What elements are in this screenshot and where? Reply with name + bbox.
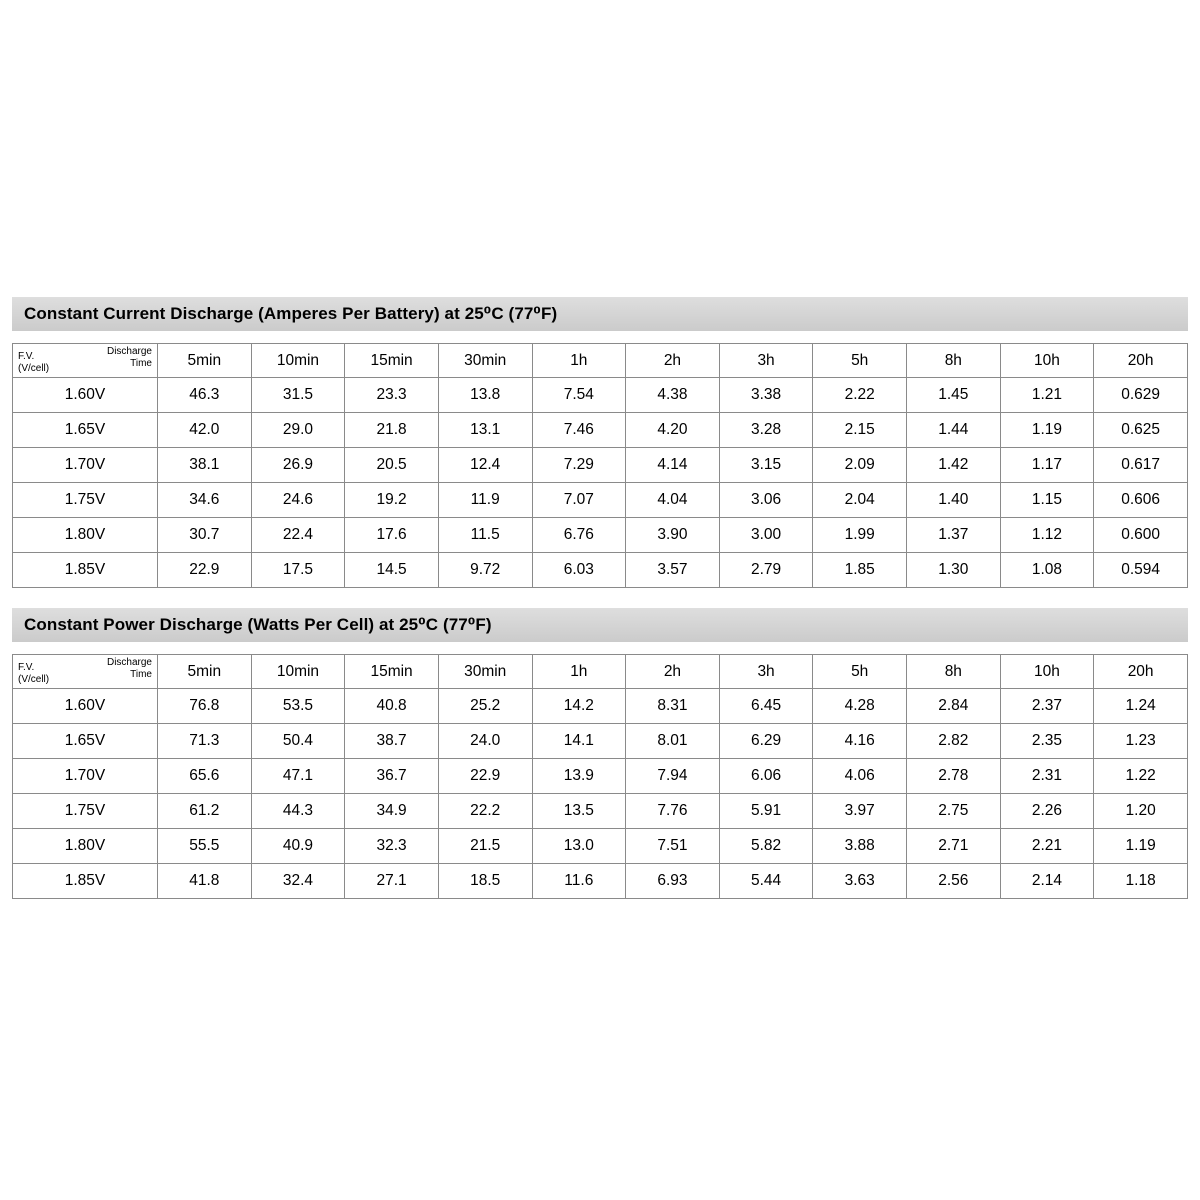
column-header: 2h xyxy=(626,344,720,378)
value-cell: 44.3 xyxy=(251,794,345,829)
value-cell: 34.6 xyxy=(158,483,252,518)
value-cell: 24.6 xyxy=(251,483,345,518)
column-header: 10h xyxy=(1000,655,1094,689)
value-cell: 22.2 xyxy=(438,794,532,829)
value-cell: 6.03 xyxy=(532,553,626,588)
value-cell: 2.75 xyxy=(907,794,1001,829)
constant-power-title: Constant Power Discharge (Watts Per Cell) at 25⁰C (77⁰F) xyxy=(12,608,1188,642)
value-cell: 24.0 xyxy=(438,724,532,759)
value-cell: 38.1 xyxy=(158,448,252,483)
value-cell: 36.7 xyxy=(345,759,439,794)
value-cell: 2.79 xyxy=(719,553,813,588)
value-cell: 6.29 xyxy=(719,724,813,759)
value-cell: 22.4 xyxy=(251,518,345,553)
column-header: 5min xyxy=(158,344,252,378)
value-cell: 7.51 xyxy=(626,829,720,864)
constant-current-discharge-section xyxy=(12,297,1188,588)
datasheet-page xyxy=(12,0,1188,899)
discharge-time-label: Discharge Time xyxy=(106,346,152,369)
value-cell: 5.44 xyxy=(719,864,813,899)
column-header: 30min xyxy=(438,655,532,689)
value-cell: 11.9 xyxy=(438,483,532,518)
column-header: 20h xyxy=(1094,655,1188,689)
value-cell: 3.97 xyxy=(813,794,907,829)
value-cell: 26.9 xyxy=(251,448,345,483)
column-header: 3h xyxy=(719,655,813,689)
value-cell: 2.26 xyxy=(1000,794,1094,829)
column-header: 20h xyxy=(1094,344,1188,378)
value-cell: 2.82 xyxy=(907,724,1001,759)
value-cell: 71.3 xyxy=(158,724,252,759)
value-cell: 27.1 xyxy=(345,864,439,899)
value-cell: 40.9 xyxy=(251,829,345,864)
value-cell: 6.06 xyxy=(719,759,813,794)
value-cell: 4.20 xyxy=(626,413,720,448)
fv-cell: 1.75V xyxy=(13,483,158,518)
column-header: 2h xyxy=(626,655,720,689)
value-cell: 18.5 xyxy=(438,864,532,899)
value-cell: 22.9 xyxy=(158,553,252,588)
value-cell: 2.21 xyxy=(1000,829,1094,864)
value-cell: 0.629 xyxy=(1094,378,1188,413)
value-cell: 1.45 xyxy=(907,378,1001,413)
value-cell: 13.1 xyxy=(438,413,532,448)
value-cell: 1.22 xyxy=(1094,759,1188,794)
value-cell: 1.19 xyxy=(1000,413,1094,448)
table-row xyxy=(13,794,1188,829)
value-cell: 11.6 xyxy=(532,864,626,899)
value-cell: 0.606 xyxy=(1094,483,1188,518)
value-cell: 42.0 xyxy=(158,413,252,448)
fv-cell: 1.75V xyxy=(13,794,158,829)
value-cell: 29.0 xyxy=(251,413,345,448)
value-cell: 4.16 xyxy=(813,724,907,759)
constant-power-table xyxy=(12,654,1188,899)
value-cell: 1.42 xyxy=(907,448,1001,483)
column-header: 3h xyxy=(719,344,813,378)
value-cell: 61.2 xyxy=(158,794,252,829)
value-cell: 21.8 xyxy=(345,413,439,448)
value-cell: 76.8 xyxy=(158,689,252,724)
header-row xyxy=(13,344,1188,378)
value-cell: 3.00 xyxy=(719,518,813,553)
fv-cell: 1.60V xyxy=(13,378,158,413)
column-header: 1h xyxy=(532,655,626,689)
value-cell: 1.24 xyxy=(1094,689,1188,724)
fv-cell: 1.65V xyxy=(13,724,158,759)
value-cell: 6.45 xyxy=(719,689,813,724)
column-header: 15min xyxy=(345,344,439,378)
value-cell: 11.5 xyxy=(438,518,532,553)
table-row xyxy=(13,553,1188,588)
value-cell: 34.9 xyxy=(345,794,439,829)
discharge-time-label: Discharge Time xyxy=(106,657,152,680)
value-cell: 2.14 xyxy=(1000,864,1094,899)
value-cell: 3.90 xyxy=(626,518,720,553)
value-cell: 1.19 xyxy=(1094,829,1188,864)
fv-cell: 1.85V xyxy=(13,864,158,899)
value-cell: 13.8 xyxy=(438,378,532,413)
value-cell: 14.2 xyxy=(532,689,626,724)
value-cell: 1.37 xyxy=(907,518,1001,553)
column-header: 15min xyxy=(345,655,439,689)
value-cell: 7.76 xyxy=(626,794,720,829)
value-cell: 4.06 xyxy=(813,759,907,794)
value-cell: 3.38 xyxy=(719,378,813,413)
value-cell: 17.5 xyxy=(251,553,345,588)
table-row xyxy=(13,518,1188,553)
value-cell: 1.17 xyxy=(1000,448,1094,483)
column-header: 5h xyxy=(813,655,907,689)
value-cell: 8.01 xyxy=(626,724,720,759)
value-cell: 53.5 xyxy=(251,689,345,724)
value-cell: 1.30 xyxy=(907,553,1001,588)
value-cell: 32.4 xyxy=(251,864,345,899)
value-cell: 32.3 xyxy=(345,829,439,864)
value-cell: 46.3 xyxy=(158,378,252,413)
value-cell: 1.15 xyxy=(1000,483,1094,518)
value-cell: 1.40 xyxy=(907,483,1001,518)
value-cell: 0.594 xyxy=(1094,553,1188,588)
value-cell: 2.15 xyxy=(813,413,907,448)
value-cell: 7.29 xyxy=(532,448,626,483)
column-header: 30min xyxy=(438,344,532,378)
value-cell: 13.0 xyxy=(532,829,626,864)
value-cell: 30.7 xyxy=(158,518,252,553)
value-cell: 4.28 xyxy=(813,689,907,724)
value-cell: 3.63 xyxy=(813,864,907,899)
value-cell: 3.57 xyxy=(626,553,720,588)
fv-cell: 1.70V xyxy=(13,759,158,794)
constant-current-title: Constant Current Discharge (Amperes Per Battery) at 25⁰C (77⁰F) xyxy=(12,297,1188,331)
column-header: 8h xyxy=(907,344,1001,378)
value-cell: 14.5 xyxy=(345,553,439,588)
value-cell: 47.1 xyxy=(251,759,345,794)
value-cell: 17.6 xyxy=(345,518,439,553)
value-cell: 65.6 xyxy=(158,759,252,794)
value-cell: 2.78 xyxy=(907,759,1001,794)
value-cell: 2.71 xyxy=(907,829,1001,864)
value-cell: 1.99 xyxy=(813,518,907,553)
table-row xyxy=(13,413,1188,448)
value-cell: 2.84 xyxy=(907,689,1001,724)
fv-cell: 1.70V xyxy=(13,448,158,483)
value-cell: 4.38 xyxy=(626,378,720,413)
value-cell: 5.82 xyxy=(719,829,813,864)
value-cell: 1.44 xyxy=(907,413,1001,448)
value-cell: 7.54 xyxy=(532,378,626,413)
value-cell: 50.4 xyxy=(251,724,345,759)
value-cell: 2.09 xyxy=(813,448,907,483)
value-cell: 13.9 xyxy=(532,759,626,794)
value-cell: 7.07 xyxy=(532,483,626,518)
value-cell: 1.21 xyxy=(1000,378,1094,413)
value-cell: 8.31 xyxy=(626,689,720,724)
fv-cell: 1.80V xyxy=(13,829,158,864)
value-cell: 2.56 xyxy=(907,864,1001,899)
value-cell: 3.15 xyxy=(719,448,813,483)
value-cell: 20.5 xyxy=(345,448,439,483)
value-cell: 25.2 xyxy=(438,689,532,724)
value-cell: 5.91 xyxy=(719,794,813,829)
value-cell: 1.85 xyxy=(813,553,907,588)
table-row xyxy=(13,759,1188,794)
column-header: 10min xyxy=(251,655,345,689)
value-cell: 1.08 xyxy=(1000,553,1094,588)
value-cell: 40.8 xyxy=(345,689,439,724)
value-cell: 12.4 xyxy=(438,448,532,483)
value-cell: 7.46 xyxy=(532,413,626,448)
fv-cell: 1.60V xyxy=(13,689,158,724)
value-cell: 0.617 xyxy=(1094,448,1188,483)
value-cell: 38.7 xyxy=(345,724,439,759)
value-cell: 7.94 xyxy=(626,759,720,794)
value-cell: 55.5 xyxy=(158,829,252,864)
value-cell: 2.31 xyxy=(1000,759,1094,794)
value-cell: 2.04 xyxy=(813,483,907,518)
value-cell: 1.18 xyxy=(1094,864,1188,899)
value-cell: 2.22 xyxy=(813,378,907,413)
value-cell: 1.12 xyxy=(1000,518,1094,553)
table-row xyxy=(13,724,1188,759)
value-cell: 2.35 xyxy=(1000,724,1094,759)
column-header: 5min xyxy=(158,655,252,689)
value-cell: 22.9 xyxy=(438,759,532,794)
fv-cell: 1.80V xyxy=(13,518,158,553)
value-cell: 41.8 xyxy=(158,864,252,899)
table-row xyxy=(13,378,1188,413)
value-cell: 3.88 xyxy=(813,829,907,864)
fv-vcell-label: F.V. (V/cell) xyxy=(18,662,50,685)
value-cell: 6.76 xyxy=(532,518,626,553)
corner-cell xyxy=(13,344,158,378)
value-cell: 9.72 xyxy=(438,553,532,588)
column-header: 10min xyxy=(251,344,345,378)
value-cell: 4.04 xyxy=(626,483,720,518)
header-row xyxy=(13,655,1188,689)
fv-cell: 1.65V xyxy=(13,413,158,448)
fv-cell: 1.85V xyxy=(13,553,158,588)
value-cell: 6.93 xyxy=(626,864,720,899)
value-cell: 3.28 xyxy=(719,413,813,448)
column-header: 5h xyxy=(813,344,907,378)
value-cell: 0.625 xyxy=(1094,413,1188,448)
value-cell: 23.3 xyxy=(345,378,439,413)
corner-cell xyxy=(13,655,158,689)
value-cell: 21.5 xyxy=(438,829,532,864)
value-cell: 1.20 xyxy=(1094,794,1188,829)
value-cell: 4.14 xyxy=(626,448,720,483)
value-cell: 13.5 xyxy=(532,794,626,829)
table-row xyxy=(13,448,1188,483)
value-cell: 2.37 xyxy=(1000,689,1094,724)
constant-current-table xyxy=(12,343,1188,588)
value-cell: 3.06 xyxy=(719,483,813,518)
column-header: 1h xyxy=(532,344,626,378)
value-cell: 1.23 xyxy=(1094,724,1188,759)
column-header: 10h xyxy=(1000,344,1094,378)
value-cell: 0.600 xyxy=(1094,518,1188,553)
value-cell: 19.2 xyxy=(345,483,439,518)
table-row xyxy=(13,483,1188,518)
column-header: 8h xyxy=(907,655,1001,689)
table-row xyxy=(13,689,1188,724)
constant-power-discharge-section xyxy=(12,608,1188,899)
value-cell: 14.1 xyxy=(532,724,626,759)
table-row xyxy=(13,864,1188,899)
table-row xyxy=(13,829,1188,864)
value-cell: 31.5 xyxy=(251,378,345,413)
fv-vcell-label: F.V. (V/cell) xyxy=(18,351,50,374)
